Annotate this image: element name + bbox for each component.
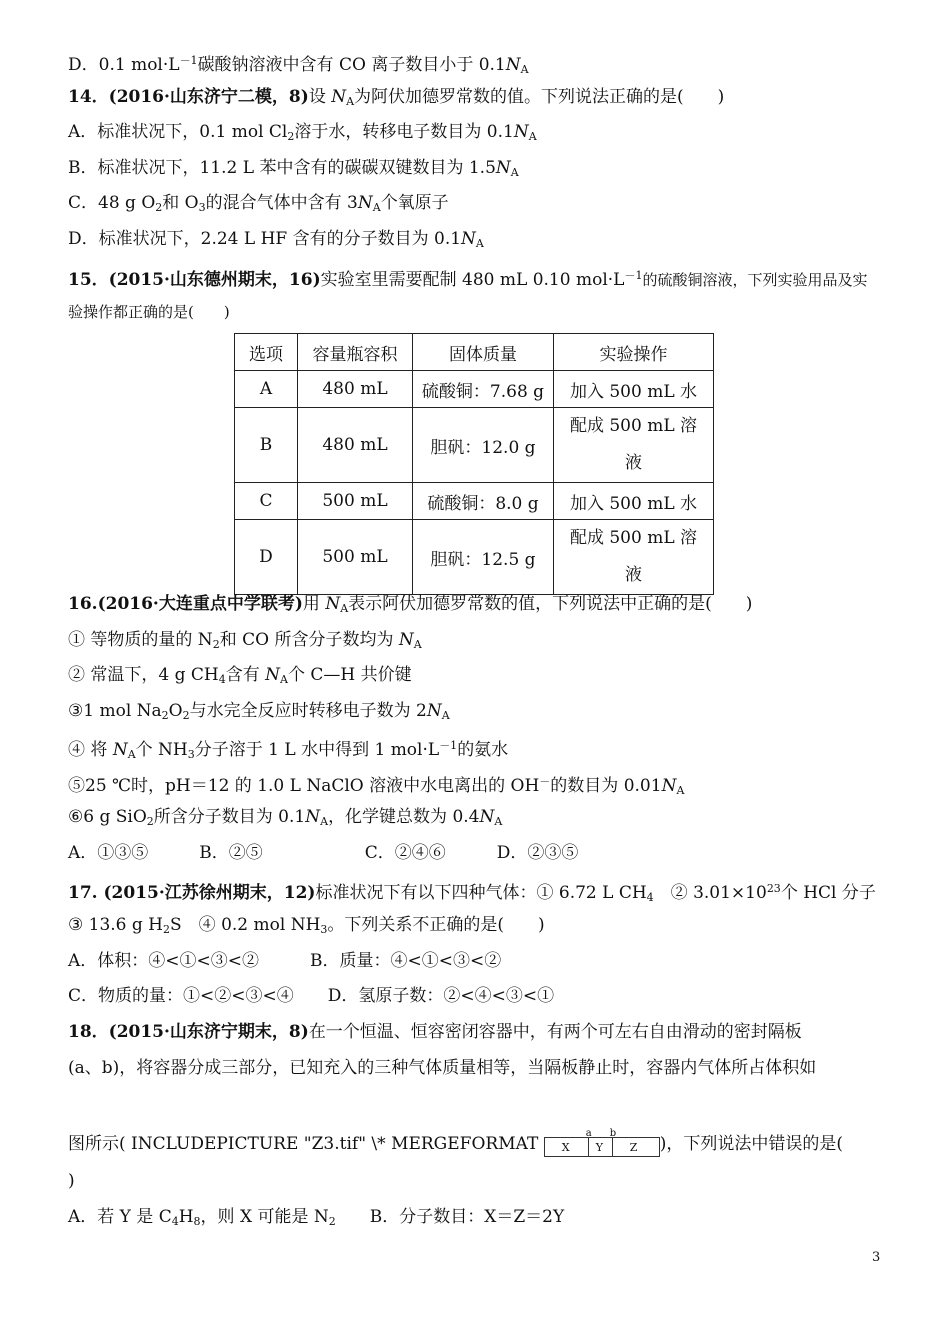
cell-solid: 硫酸铜：8.0 g bbox=[413, 483, 554, 520]
q14-option-c: C．48 g $O_2$和 $O_3$的混合气体中含有 $3N_A$个氧原子 bbox=[68, 193, 449, 214]
q18-options-ab: A．若 Y 是 $C_4H_8$，则 X 可能是 $N_2$ B．分子数目：X＝Z＝2Y bbox=[68, 1207, 565, 1228]
cell-option: D bbox=[235, 520, 298, 595]
q17-options-cd: C．物质的量：①<②<③<④ D．氢原子数：②<④<③<① bbox=[68, 986, 555, 1006]
q17-options-ab: A．体积：④<①<③<② B．质量：④<①<③<② bbox=[68, 951, 502, 971]
th-volume: 容量瓶容积 bbox=[298, 334, 413, 371]
th-operation: 实验操作 bbox=[554, 334, 714, 371]
q16-statement-2: ② 常温下，4 g $CH_4$含有 $N_A$个 C—H 共价键 bbox=[68, 665, 412, 686]
partition-b-label: b bbox=[609, 1128, 617, 1139]
q18-stem-cont: (a、b)，将容器分成三部分，已知充入的三种气体质量相等，当隔板静止时，容器内气体所占体积如 bbox=[68, 1058, 817, 1078]
cell-option: C bbox=[235, 483, 298, 520]
table-row bbox=[235, 483, 714, 520]
gas-y-label: Y bbox=[595, 1141, 603, 1154]
q16-options: A．①③⑤ B．②⑤ C．②④⑥ D．②③⑤ bbox=[68, 843, 579, 863]
cell-solid: 胆矾：12.0 g bbox=[413, 408, 554, 483]
cell-volume: 500 mL bbox=[298, 483, 413, 520]
q15-options-table bbox=[234, 333, 714, 595]
cell-volume: 480 mL bbox=[298, 371, 413, 408]
q15-stem-cont: 验操作都正确的是( ) bbox=[68, 303, 230, 321]
gas-z-label: Z bbox=[629, 1141, 638, 1154]
cell-solid: 硫酸铜：7.68 g bbox=[413, 371, 554, 408]
cell-solid: 胆矾：12.5 g bbox=[413, 520, 554, 595]
q17-stem: 17. (2015·江苏徐州期末，12)标准状况下有以下四种气体：① 6.72 L $CH_4$ ② $3.01\times 10^{23}$个 HCl 分子 bbox=[68, 882, 876, 904]
q18-stem-end: ) bbox=[68, 1171, 75, 1191]
cell-volume: 500 mL bbox=[298, 520, 413, 595]
q16-stem: 16.(2016·大连重点中学联考)用 $N_A$表示阿伏加德罗常数的值，下列说法中正确的是( ) bbox=[68, 594, 753, 615]
q13-option-d: D．0.1 $mol\cdot L^{-1}$碳酸钠溶液中含有 CO 离子数目小于 $0.1N_A$ bbox=[68, 54, 529, 76]
q16-statement-4: ④ 将 $N_A$个 $NH_3$分子溶于 1 L 水中得到 1 $mol\cdot L^{-1}$的氨水 bbox=[68, 739, 509, 761]
q16-statement-1: ① 等物质的量的 $N_2$和 CO 所含分子数均为 $N_A$ bbox=[68, 630, 422, 651]
q14-stem: 14．(2016·山东济宁二模，8)设 $N_A$为阿伏加德罗常数的值。下列说法正确的是( ) bbox=[68, 87, 725, 108]
q16-statement-6: ⑥6 g SiO$_2$所含分子数目为 $0.1N_A$，化学键总数为 $0.4N_A$ bbox=[68, 807, 503, 828]
cell-operation: 配成 500 mL 溶液 bbox=[554, 408, 714, 483]
q16-statement-5: ⑤25 ℃时，pH＝12 的 1.0 L NaClO 溶液中水电离出的 OH－的数目为 $0.01N_A$ bbox=[68, 775, 685, 797]
table-row bbox=[235, 520, 714, 595]
container-partition-figure bbox=[544, 1128, 660, 1154]
partition-a-label: a bbox=[585, 1128, 592, 1139]
q15-stem: 15．(2015·山东德州期末，16)实验室里需要配制 480 mL 0.10 $mol\cdot L^{-1}$的硫酸铜溶液，下列实验用品及实 bbox=[68, 269, 868, 290]
cell-option: B bbox=[235, 408, 298, 483]
cell-operation: 加入 500 mL 水 bbox=[554, 483, 714, 520]
q16-statement-3: ③1 mol $Na_2O_2$与水完全反应时转移电子数为 $2N_A$ bbox=[68, 701, 450, 722]
th-option: 选项 bbox=[235, 334, 298, 371]
cell-operation: 配成 500 mL 溶液 bbox=[554, 520, 714, 595]
q18-stem-figure-line: 图所示( INCLUDEPICTURE "Z3.tif" \* MERGEFORMAT a b X Y Z )，下列说法中错误的是( bbox=[68, 1131, 843, 1155]
q18-stem: 18．(2015·山东济宁期末，8)在一个恒温、恒容密闭容器中，有两个可左右自由滑动的密封隔板 bbox=[68, 1022, 802, 1042]
th-solid: 固体质量 bbox=[413, 334, 554, 371]
cell-option: A bbox=[235, 371, 298, 408]
table-row bbox=[235, 371, 714, 408]
cell-operation: 加入 500 mL 水 bbox=[554, 371, 714, 408]
cell-volume: 480 mL bbox=[298, 408, 413, 483]
q14-option-a: A．标准状况下，0.1 mol $Cl_2$溶于水，转移电子数目为 $0.1N_A$ bbox=[68, 122, 537, 143]
table-row bbox=[235, 408, 714, 483]
page-number: 3 bbox=[872, 1250, 881, 1265]
q14-option-d: D．标准状况下，2.24 L HF 含有的分子数目为 $0.1N_A$ bbox=[68, 229, 484, 250]
q17-stem-cont: ③ 13.6 g $H_2S$ ④ 0.2 mol $NH_3$。下列关系不正确的是( ) bbox=[68, 915, 545, 936]
gas-x-label: X bbox=[561, 1141, 570, 1154]
q14-option-b: B．标准状况下，11.2 L 苯中含有的碳碳双键数目为 $1.5N_A$ bbox=[68, 158, 519, 179]
